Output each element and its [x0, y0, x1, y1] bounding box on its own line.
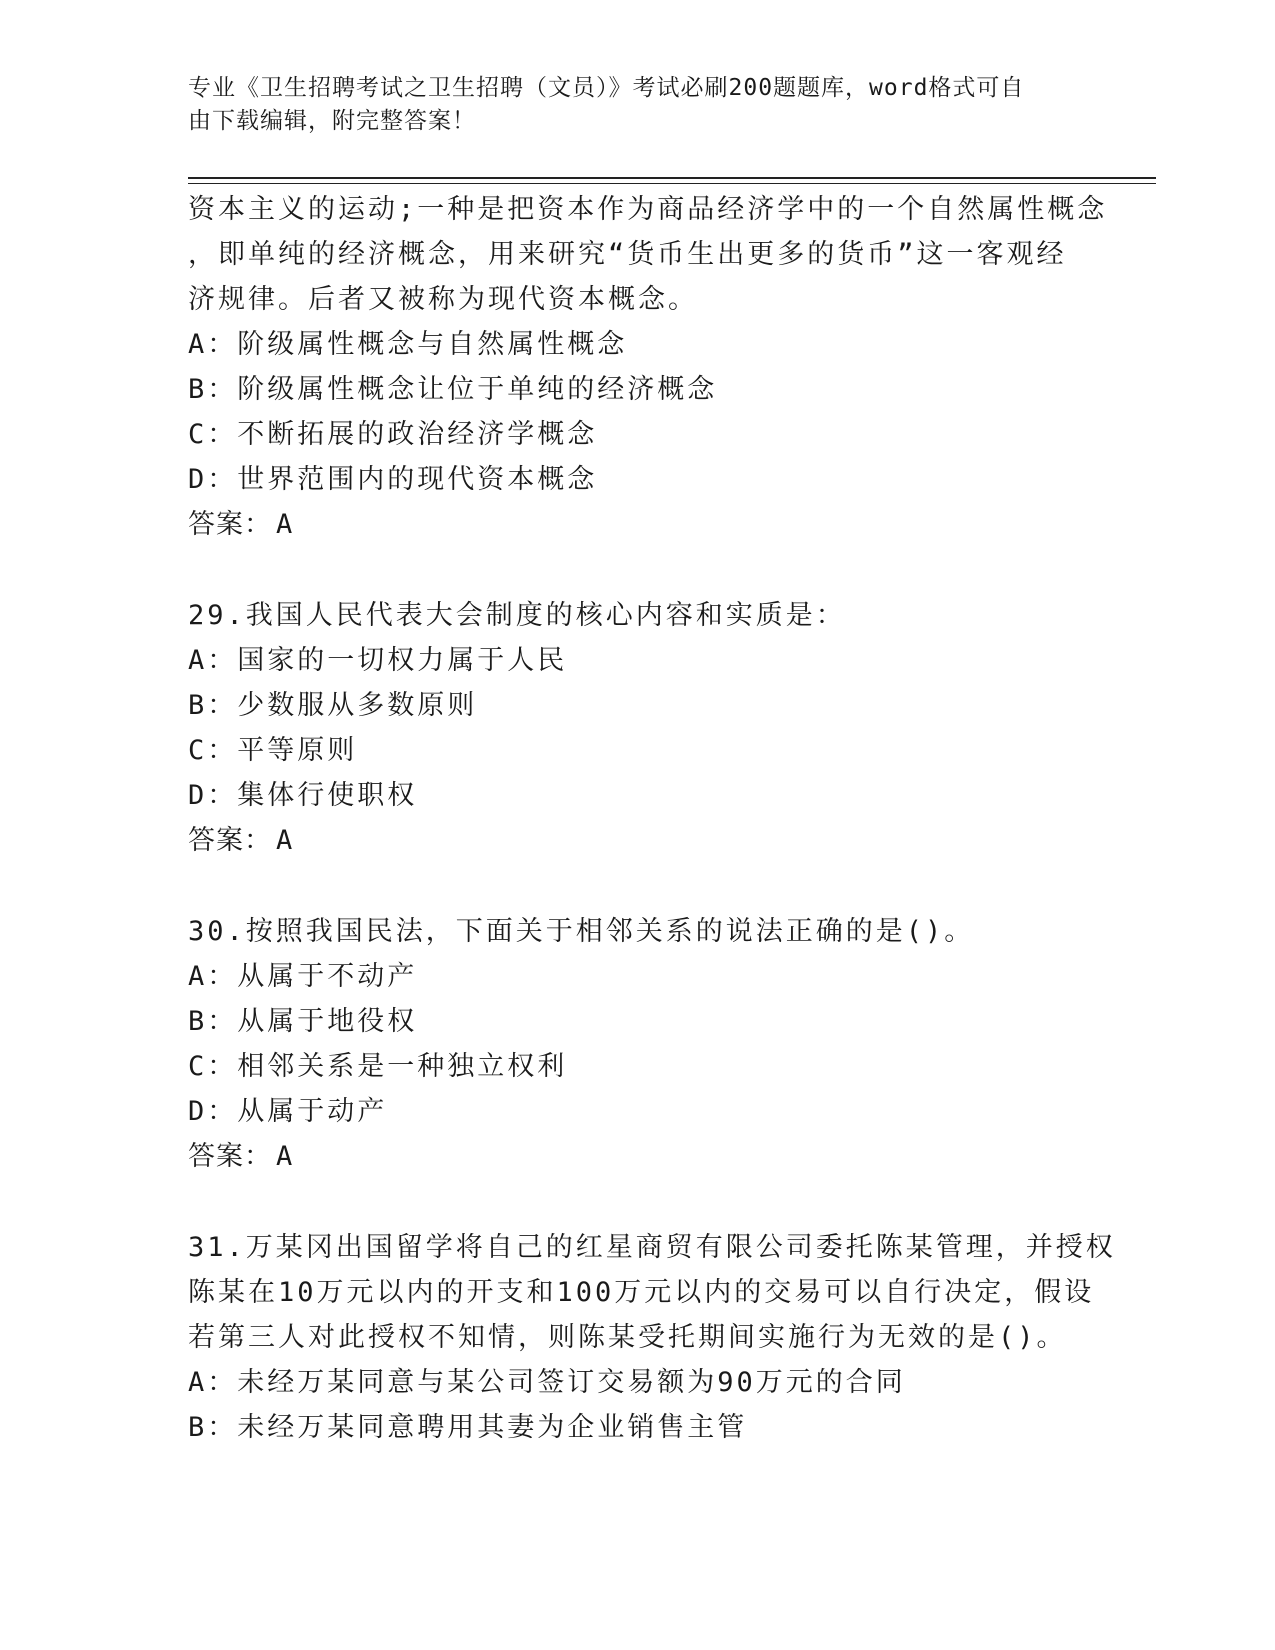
- question-block-28-continued: [188, 187, 1108, 547]
- question-stem: 31.万某冈出国留学将自己的红星商贸有限公司委托陈某管理，并授权: [188, 1232, 1116, 1263]
- header-title-line-1: 专业《卫生招聘考试之卫生招聘（文员）》考试必刷200题题库，word格式可自: [188, 75, 1025, 101]
- option-d: D：集体行使职权: [188, 780, 418, 811]
- option-a: A：从属于不动产: [188, 961, 418, 992]
- option-a: A：未经万某同意与某公司签订交易额为90万元的合同: [188, 1367, 906, 1398]
- option-c: C：相邻关系是一种独立权利: [188, 1051, 568, 1082]
- question-block-31: [188, 1225, 1116, 1450]
- header-rule-thin: [188, 183, 1156, 184]
- question-stem: 29.我国人民代表大会制度的核心内容和实质是：: [188, 600, 846, 631]
- option-b: B：少数服从多数原则: [188, 690, 478, 721]
- question-text-line: 资本主义的运动;一种是把资本作为商品经济学中的一个自然属性概念: [188, 194, 1108, 225]
- question-block-30: [188, 909, 1088, 1179]
- option-a: A：国家的一切权力属于人民: [188, 645, 568, 676]
- question-text-line: ，即单纯的经济概念，用来研究“货币生出更多的货币”这一客观经: [188, 239, 1067, 270]
- option-b: B：阶级属性概念让位于单纯的经济概念: [188, 374, 718, 405]
- question-spacer: [188, 863, 1088, 909]
- answer-line: [188, 502, 1088, 547]
- option-a: A：阶级属性概念与自然属性概念: [188, 329, 628, 360]
- document-header: [188, 72, 1068, 138]
- option-b: B：从属于地役权: [188, 1006, 418, 1037]
- answer-line: [188, 1134, 1088, 1179]
- answer-label: 答案：: [188, 825, 272, 856]
- answer-value: A: [276, 1141, 294, 1172]
- question-spacer: [188, 547, 1088, 593]
- header-rule-thick: [188, 177, 1156, 179]
- answer-label: 答案：: [188, 1141, 272, 1172]
- option-d: D：世界范围内的现代资本概念: [188, 464, 598, 495]
- option-c: C：平等原则: [188, 735, 358, 766]
- answer-value: A: [276, 825, 294, 856]
- answer-label: 答案：: [188, 509, 272, 540]
- answer-value: A: [276, 509, 294, 540]
- answer-line: [188, 818, 1088, 863]
- header-title-line-2: 由下载编辑，附完整答案！: [188, 108, 476, 134]
- question-stem: 陈某在10万元以内的开支和100万元以内的交易可以自行决定，假设: [188, 1277, 1095, 1308]
- question-stem: 30.按照我国民法，下面关于相邻关系的说法正确的是()。: [188, 916, 975, 947]
- question-text-line: 济规律。后者又被称为现代资本概念。: [188, 284, 698, 315]
- option-d: D：从属于动产: [188, 1096, 388, 1127]
- question-content: [188, 187, 1116, 1450]
- option-c: C：不断拓展的政治经济学概念: [188, 419, 598, 450]
- question-block-29: [188, 593, 1088, 863]
- question-stem: 若第三人对此授权不知情，则陈某受托期间实施行为无效的是()。: [188, 1322, 1067, 1353]
- option-b: B：未经万某同意聘用其妻为企业销售主管: [188, 1412, 748, 1443]
- question-spacer: [188, 1179, 1088, 1225]
